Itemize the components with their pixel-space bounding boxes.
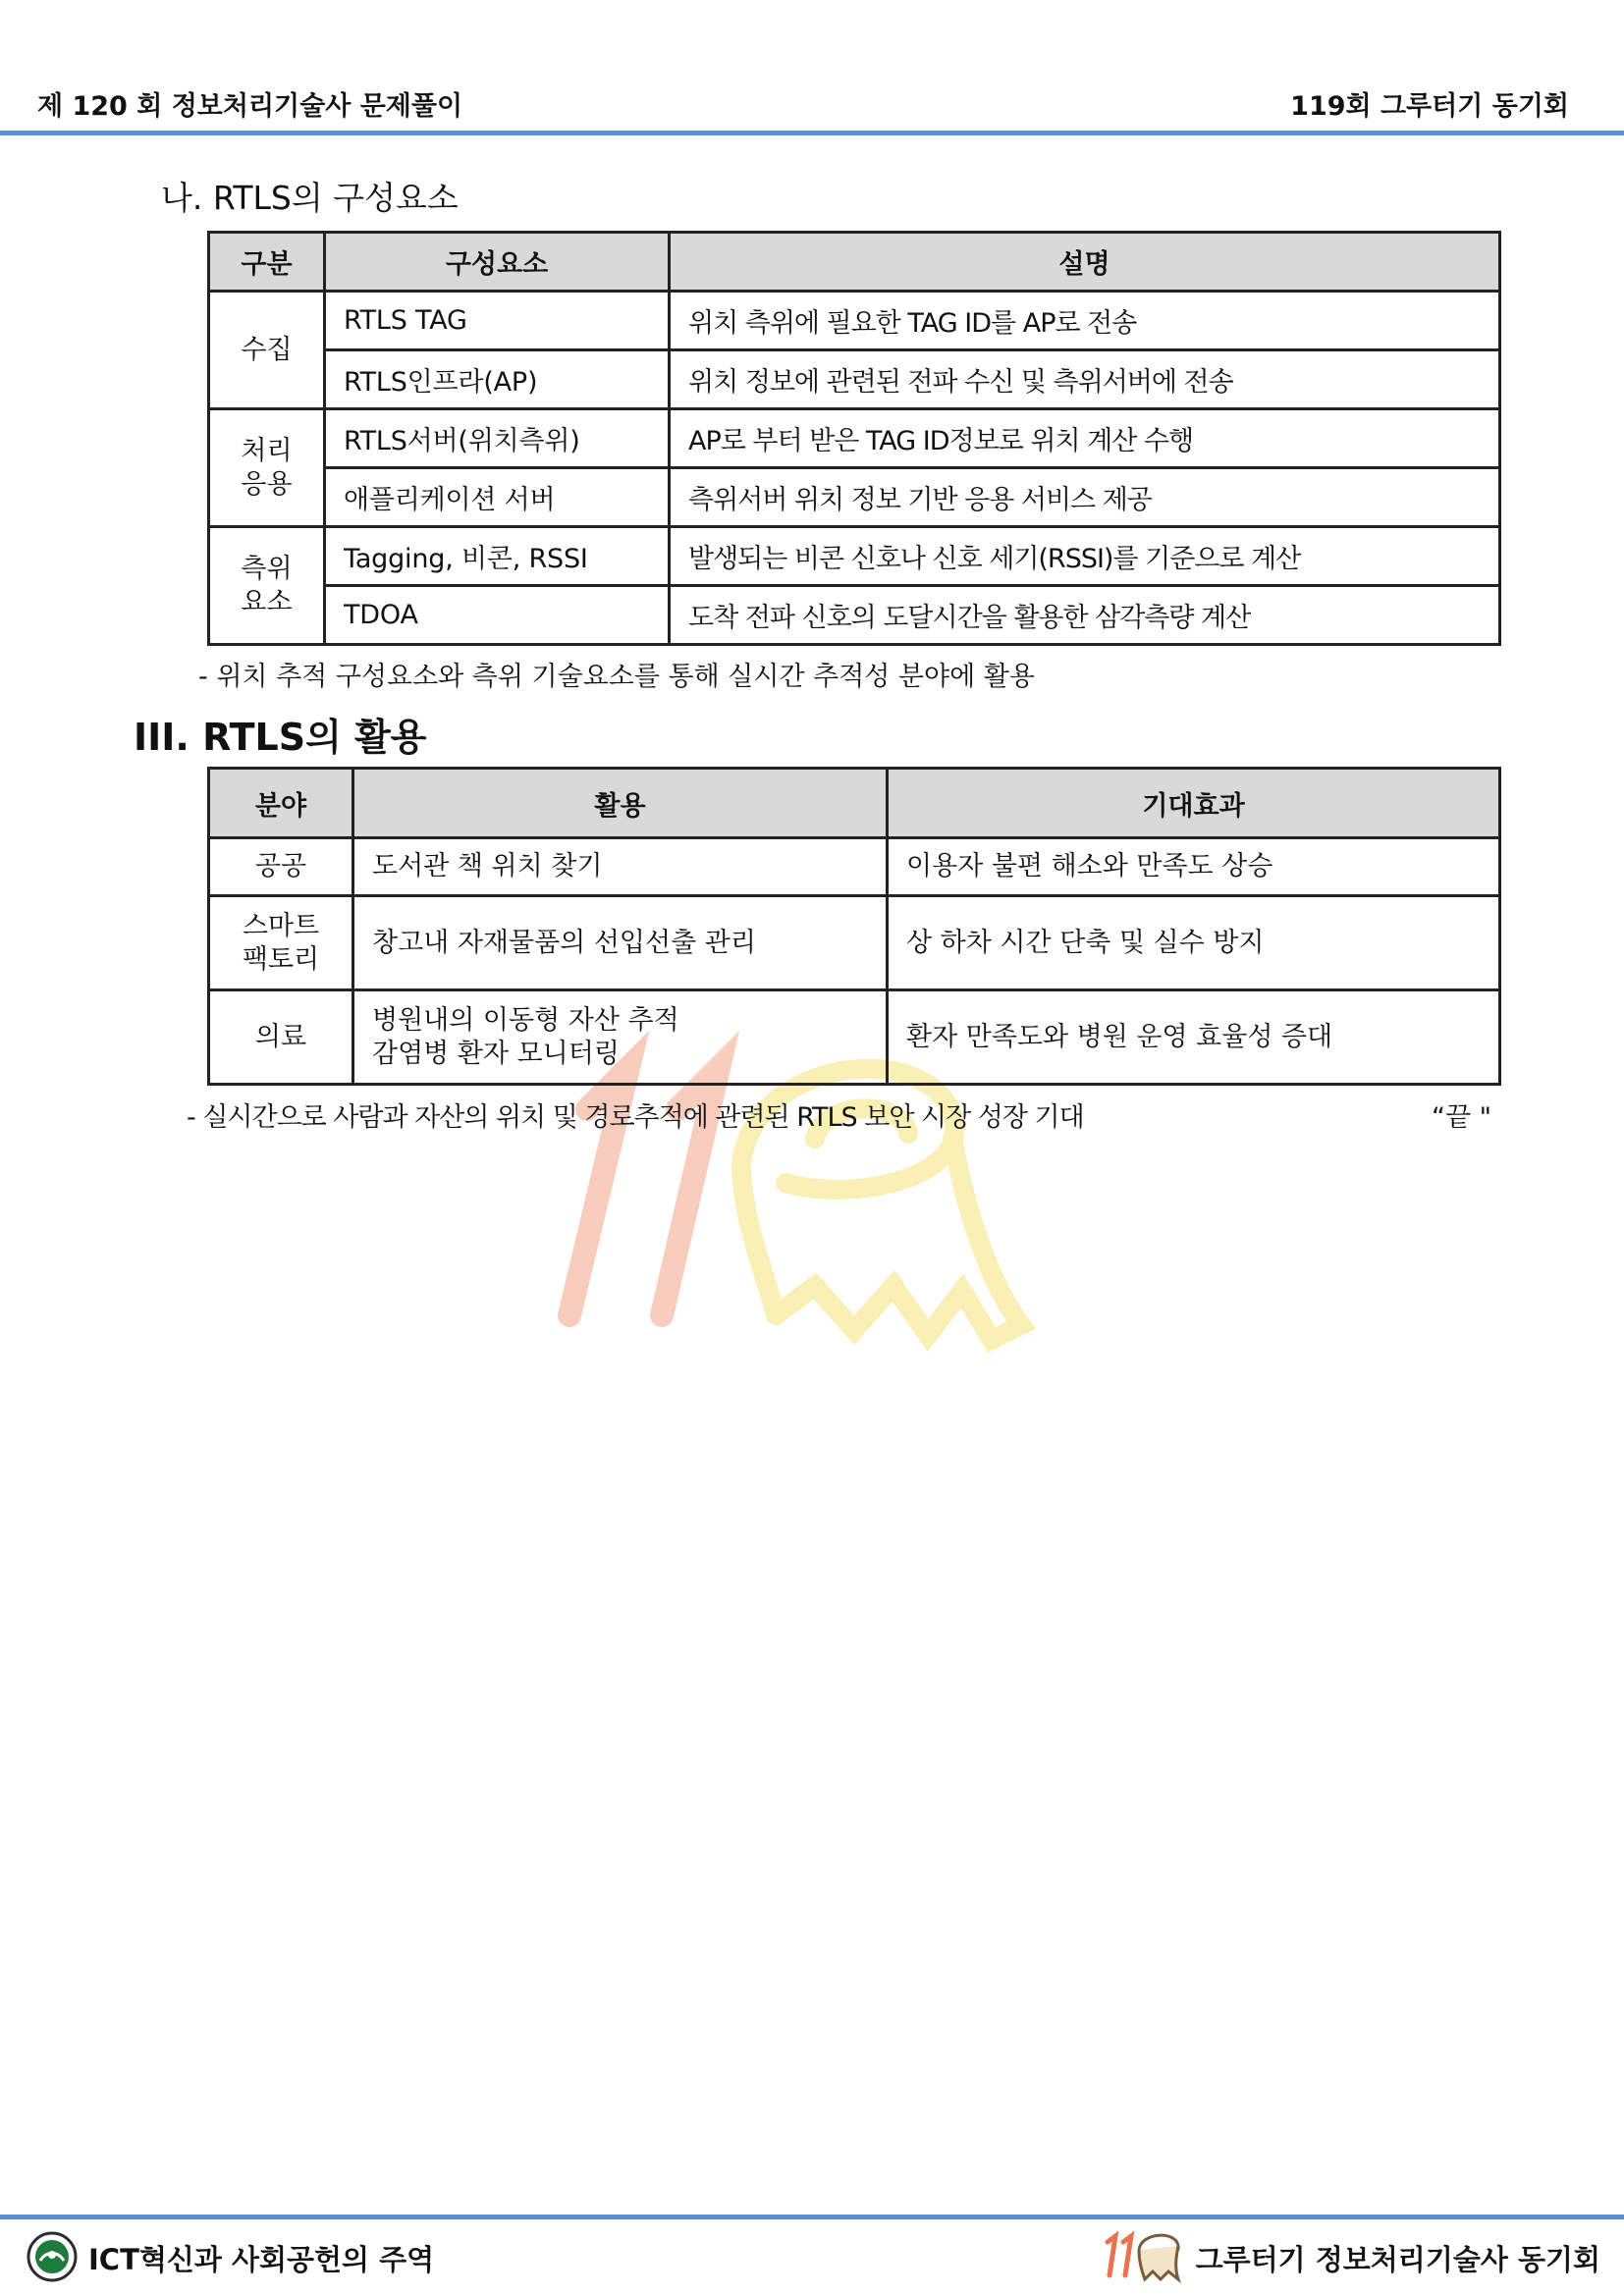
description-cell: AP로 부터 받은 TAG ID정보로 위치 계산 수행 — [670, 409, 1500, 468]
column-header: 활용 — [353, 769, 888, 838]
table-row — [209, 292, 1500, 350]
column-header: 구성요소 — [325, 233, 670, 292]
usage-cell — [353, 990, 888, 1085]
field-cell — [209, 838, 353, 896]
field-cell — [209, 990, 353, 1085]
table-row — [209, 350, 1500, 409]
header-group-name: 119회 그루터기 동기회 — [1290, 91, 1569, 122]
category-cell: 수집 — [209, 292, 325, 409]
component-cell: TDOA — [325, 586, 670, 645]
watermark-stump-roots — [776, 1139, 1021, 1340]
emblem-icon — [27, 2231, 78, 2282]
field-line: 의료 — [254, 1021, 307, 1052]
component-cell: RTLS서버(위치측위) — [325, 409, 670, 468]
usage-line: 감염병 환자 모니터링 — [372, 1038, 620, 1069]
summary-note: - 위치 추적 구성요소와 측위 기술요소를 통해 실시간 추적성 분야에 활용 — [198, 662, 1035, 692]
description-cell: 발생되는 비콘 신호나 신호 세기(RSSI)를 기준으로 계산 — [670, 527, 1500, 586]
usage-line: 도서관 책 위치 찾기 — [372, 851, 603, 881]
category-line: 처리 — [241, 435, 293, 466]
effect-cell: 이용자 불편 해소와 만족도 상승 — [888, 838, 1500, 896]
table-row — [209, 409, 1500, 468]
watermark-stump-side — [741, 1163, 776, 1315]
component-cell: Tagging, 비콘, RSSI — [325, 527, 670, 586]
table-header-row — [209, 233, 1500, 292]
summary-note: - 실시간으로 사람과 자산의 위치 및 경로추적에 관련된 RTLS 보안 시장 성장 기대 — [187, 1102, 1084, 1133]
table-header-row — [209, 769, 1500, 838]
description-cell: 위치 측위에 필요한 TAG ID를 AP로 전송 — [670, 292, 1500, 350]
category-line: 요소 — [241, 586, 293, 617]
footer-divider — [0, 2215, 1624, 2219]
field-line: 스마트 — [242, 910, 320, 941]
column-header: 분야 — [209, 769, 353, 838]
category-line: 측위 — [241, 553, 293, 584]
table-row — [209, 838, 1500, 896]
field-line: 팩토리 — [242, 943, 320, 975]
usage-line: 창고내 자재물품의 선입선출 관리 — [372, 927, 756, 958]
usage-line: 병원내의 이동형 자산 추적 — [372, 1004, 679, 1036]
effect-cell: 상 하차 시간 단축 및 실수 방지 — [888, 896, 1500, 990]
component-cell: 애플리케이션 서버 — [325, 468, 670, 527]
description-cell: 도착 전파 신호의 도달시간을 활용한 삼각측량 계산 — [670, 586, 1500, 645]
table-row — [209, 468, 1500, 527]
description-cell: 위치 정보에 관련된 전파 수신 및 측위서버에 전송 — [670, 350, 1500, 409]
column-header: 설명 — [670, 233, 1500, 292]
effect-cell: 환자 만족도와 병원 운영 효율성 증대 — [888, 990, 1500, 1085]
field-line: 공공 — [254, 851, 307, 881]
description-cell: 측위서버 위치 정보 기반 응용 서비스 제공 — [670, 468, 1500, 527]
subsection-heading: 나. RTLS의 구성요소 — [161, 179, 459, 217]
column-header: 구분 — [209, 233, 325, 292]
usage-cell — [353, 896, 888, 990]
component-cell: RTLS TAG — [325, 292, 670, 350]
footer-group-name: 그루터기 정보처리기술사 동기회 — [1195, 2243, 1600, 2276]
usage-cell — [353, 838, 888, 896]
rtls-components-table — [207, 231, 1501, 646]
header-document-title: 제 120 회 정보처리기술사 문제풀이 — [37, 91, 463, 122]
category-line: 응용 — [241, 468, 293, 500]
header-divider — [0, 131, 1624, 135]
category-cell — [209, 527, 325, 645]
end-mark: “끝 " — [1432, 1102, 1492, 1133]
column-header: 기대효과 — [888, 769, 1500, 838]
table-row — [209, 586, 1500, 645]
component-cell: RTLS인프라(AP) — [325, 350, 670, 409]
table-row — [209, 990, 1500, 1085]
footer-slogan: ICT혁신과 사회공헌의 주역 — [88, 2243, 435, 2276]
section-heading: III. RTLS의 활용 — [134, 716, 427, 759]
category-cell — [209, 409, 325, 527]
field-cell — [209, 896, 353, 990]
table-row — [209, 896, 1500, 990]
table-row — [209, 527, 1500, 586]
stump-119-icon — [1102, 2224, 1190, 2285]
rtls-applications-table — [207, 767, 1501, 1086]
